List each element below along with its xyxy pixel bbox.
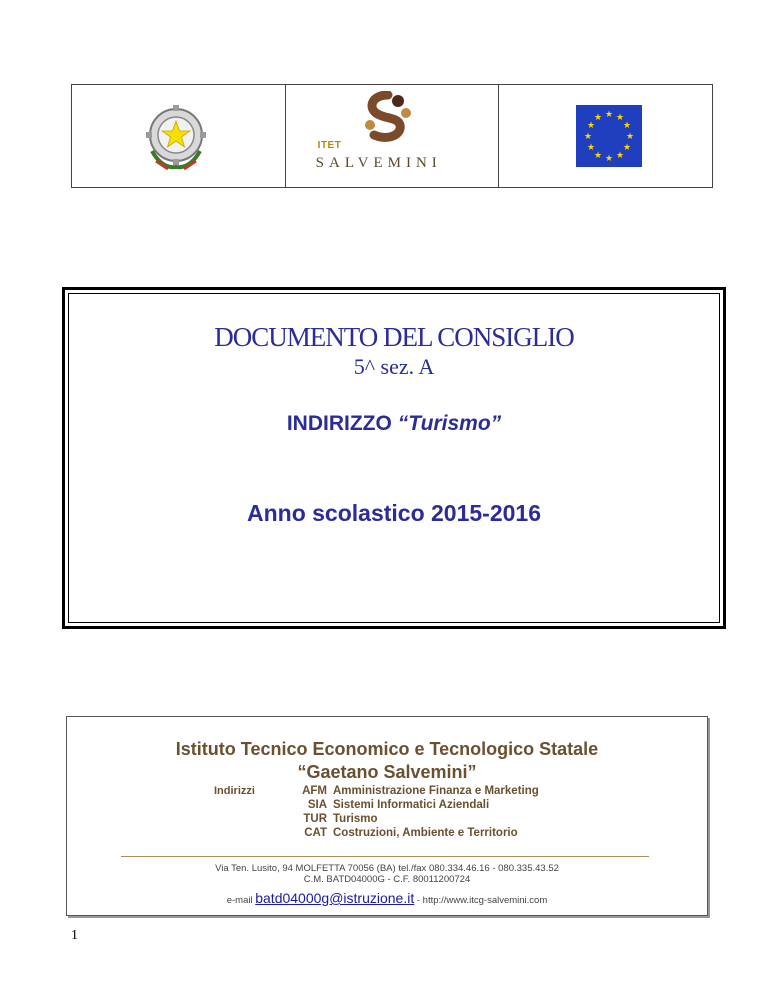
title-frame [62, 287, 726, 629]
emblem-icon [138, 99, 214, 175]
svg-text:★: ★ [587, 143, 596, 153]
salvemini-logo-cell [286, 85, 500, 187]
svg-text:★: ★ [616, 151, 625, 161]
eu-flag-icon [576, 105, 642, 167]
website-text: - http://www.itcg-salvemini.com [416, 895, 548, 906]
indirizzo-heading [65, 412, 723, 436]
indirizzi-label: Indirizzi [214, 785, 255, 797]
document-title: DOCUMENTO DEL CONSIGLIO [214, 322, 574, 352]
indirizzo-row [285, 798, 539, 812]
codes-line: C.M. BATD04000G - C.F. 80011200724 [303, 874, 471, 885]
indirizzo-desc: Turismo [333, 813, 378, 825]
school-year: Anno scolastico 2015-2016 [246, 500, 542, 526]
itet-text: ITET [317, 140, 342, 151]
indirizzo-row [285, 826, 539, 840]
indirizzo-row [285, 812, 539, 826]
svg-text:★: ★ [605, 154, 614, 164]
indirizzi-list [285, 784, 539, 840]
school-subname: “Gaetano Salvemini” [297, 762, 477, 782]
svg-text:★: ★ [626, 132, 635, 142]
svg-text:★: ★ [594, 113, 603, 123]
divider [121, 856, 649, 857]
salvemini-s-icon [358, 91, 418, 147]
indirizzo-desc: Sistemi Informatici Aziendali [333, 799, 490, 811]
indirizzo-code: CAT [304, 827, 327, 839]
emblem-cell [72, 85, 286, 187]
logo-table [71, 84, 713, 188]
indirizzo-row [285, 784, 539, 798]
salvemini-text: SALVEMINI [315, 155, 442, 171]
svg-text:★: ★ [605, 110, 614, 120]
svg-text:★: ★ [616, 113, 625, 123]
email-link[interactable]: batd04000g@istruzione.it [255, 890, 415, 906]
indirizzo-desc: Costruzioni, Ambiente e Territorio [333, 827, 518, 839]
eu-flag-cell [499, 85, 712, 187]
page-number: 1 [71, 928, 78, 943]
address-line: Via Ten. Lusito, 94 MOLFETTA 70056 (BA) tel./fax 080.334.46.16 - 080.335.43.52 [215, 863, 559, 874]
svg-text:★: ★ [584, 132, 593, 142]
svg-text:★: ★ [594, 151, 603, 161]
indirizzo-code: TUR [303, 813, 327, 825]
indirizzo-code: AFM [302, 785, 327, 797]
indirizzo-code: SIA [307, 799, 327, 811]
svg-text:★: ★ [587, 121, 596, 131]
svg-text:★: ★ [623, 121, 632, 131]
svg-text:★: ★ [623, 143, 632, 153]
email-label: e-mail [226, 895, 253, 906]
indirizzo-label: INDIRIZZO [286, 412, 392, 435]
indirizzo-desc: Amministrazione Finanza e Marketing [333, 785, 539, 797]
contact-line [67, 890, 707, 906]
school-info-box [66, 716, 708, 916]
school-name: Istituto Tecnico Economico e Tecnologico Statale [175, 739, 599, 759]
indirizzo-value: “Turismo” [397, 412, 502, 435]
class-section: 5^ sez. A [353, 354, 435, 379]
